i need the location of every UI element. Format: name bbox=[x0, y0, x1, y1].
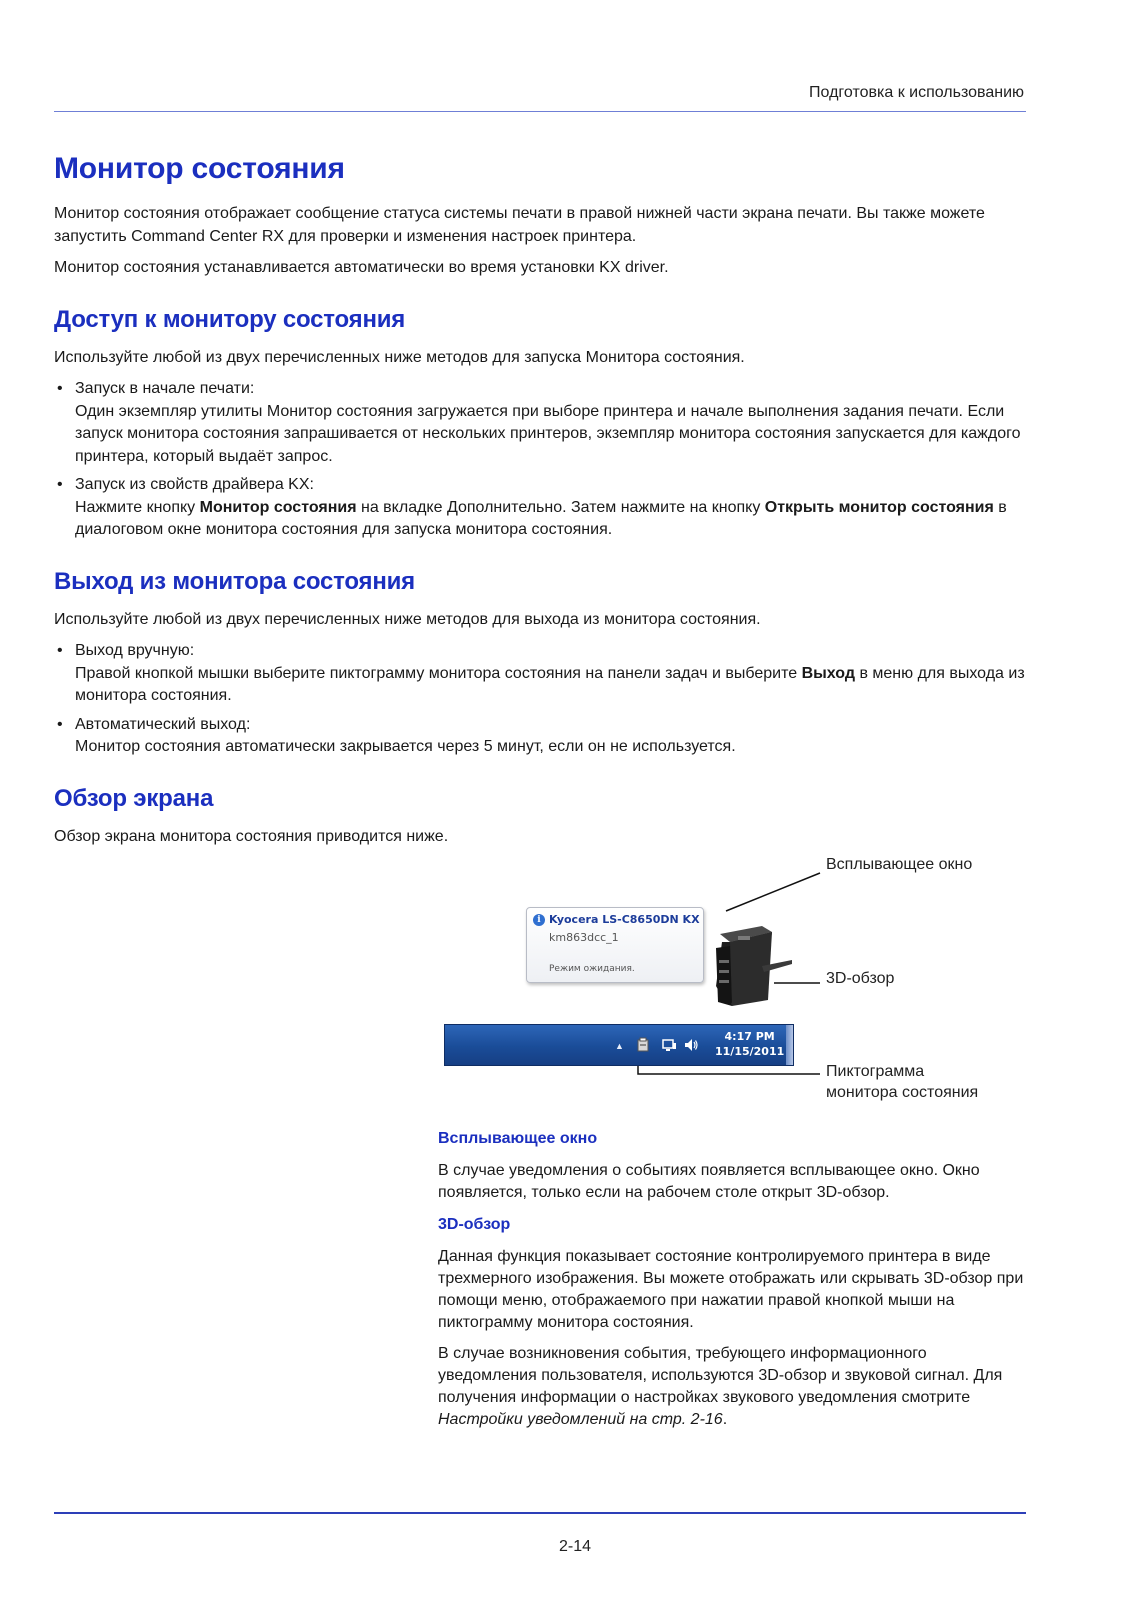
access-item-2 bbox=[54, 474, 1026, 542]
access-section bbox=[54, 306, 1026, 542]
view3d-section-text-2 bbox=[438, 1343, 1028, 1431]
access-item-1-text: Один экземпляр утилиты Монитор состояния загружается при выборе принтера и начале выполнения задания печати. Если запуск монитора состояния запрашивается от нескольких принтеров, экземпляр монитора состояния запускается для каждого принтера, который выдаёт запрос. bbox=[75, 402, 1021, 465]
clock-date: 11/15/2011 bbox=[715, 1045, 785, 1058]
exit-item-2-label: Автоматический выход: bbox=[75, 715, 251, 733]
popup-subtitle: km863dcc_1 bbox=[549, 931, 619, 944]
view3d-text-2a: В случае возникновения события, требующего информационного уведомления пользователя, используются 3D-обзор и звуковой сигнал. Для получения информации о настройках звукового уведомления смотрите bbox=[438, 1345, 1003, 1406]
show-hidden-icons-arrow-icon[interactable]: ▲ bbox=[615, 1041, 624, 1051]
callout-tray-icon-line-1: Пиктограмма bbox=[826, 1063, 925, 1080]
footer-rule bbox=[54, 1512, 1026, 1514]
main-content bbox=[54, 152, 1026, 857]
popup-section-heading: Всплывающее окно bbox=[438, 1130, 598, 1147]
view3d-section-text-1: Данная функция показывает состояние контролируемого принтера в виде трехмерного изображения. Вы можете отображать или скрывать 3D-обзор при помощи меню, отображаемого при нажатии правой кнопкой мыши на пиктограмму монитора состояния. bbox=[438, 1248, 1024, 1331]
callout-3d-view: 3D-обзор bbox=[826, 970, 895, 987]
status-monitor-figure bbox=[430, 856, 1030, 1128]
exit-item-1 bbox=[54, 640, 1026, 708]
exit-item-1-text-a: Правой кнопкой мышки выберите пиктограмму монитора состояния на панели задач и выберите bbox=[75, 664, 802, 682]
status-monitor-button-ref: Монитор состояния bbox=[199, 498, 357, 516]
access-list bbox=[54, 378, 1026, 542]
exit-menu-ref: Выход bbox=[801, 664, 855, 682]
exit-intro: Используйте любой из двух перечисленных ниже методов для выхода из монитора состояния. bbox=[54, 610, 761, 628]
overview-intro: Обзор экрана монитора состояния приводится ниже. bbox=[54, 827, 449, 845]
windows-taskbar bbox=[444, 1024, 794, 1066]
exit-item-2 bbox=[54, 714, 1026, 759]
exit-item-1-text-c: в меню для выхода из монитора состояния. bbox=[75, 664, 1025, 704]
exit-section bbox=[54, 568, 1026, 759]
access-item-2-text-e: в диалоговом окне монитора состояния для запуска монитора состояния. bbox=[75, 498, 1007, 538]
access-item-1 bbox=[54, 378, 1026, 468]
popup-description bbox=[438, 1130, 1028, 1213]
notification-popup[interactable] bbox=[526, 907, 704, 983]
exit-item-1-label: Выход вручную: bbox=[75, 642, 195, 659]
access-item-2-label: Запуск из свойств драйвера KX: bbox=[75, 476, 314, 493]
exit-list bbox=[54, 640, 1026, 759]
notification-settings-link[interactable]: Настройки уведомлений на стр. 2-16 bbox=[438, 1411, 723, 1428]
view3d-description bbox=[438, 1216, 1028, 1440]
popup-section-text: В случае уведомления о событиях появляется всплывающее окно. Окно появляется, только если на рабочем столе открыт 3D-обзор. bbox=[438, 1162, 980, 1201]
taskbar-clock[interactable] bbox=[715, 1029, 784, 1059]
access-item-1-label: Запуск в начале печати: bbox=[75, 380, 255, 397]
intro-paragraph-1: Монитор состояния отображает сообщение статуса системы печати в правой нижней части экрана печати. Вы также можете запустить Command Center RX для проверки и изменения настроек принтера. bbox=[54, 205, 985, 245]
header-rule bbox=[54, 111, 1026, 112]
view3d-text-2-end: . bbox=[722, 1411, 728, 1428]
clock-time: 4:17 PM bbox=[724, 1030, 775, 1043]
callout-tray-icon-line-2: монитора состояния bbox=[826, 1084, 979, 1101]
printer-3d-icon[interactable] bbox=[702, 916, 794, 1008]
view3d-section-heading: 3D-обзор bbox=[438, 1216, 511, 1233]
popup-status: Режим ожидания. bbox=[549, 964, 635, 974]
status-monitor-tray-icon[interactable] bbox=[635, 1037, 651, 1053]
access-item-2-text-a: Нажмите кнопку bbox=[75, 498, 200, 516]
page-number: 2-14 bbox=[558, 1538, 592, 1555]
exit-item-2-text: Монитор состояния автоматически закрывается через 5 минут, если он не используется. bbox=[75, 738, 736, 755]
access-item-2-text-c: на вкладке Дополнительно. Затем нажмите на кнопку bbox=[356, 498, 765, 516]
callout-popup: Всплывающее окно bbox=[826, 856, 973, 873]
open-monitor-button-ref: Открыть монитор состояния bbox=[764, 498, 994, 516]
running-header: Подготовка к использованию bbox=[809, 84, 1024, 101]
intro-paragraph-2: Монитор состояния устанавливается автоматически во время установки KX driver. bbox=[54, 259, 669, 276]
overview-section bbox=[54, 785, 1026, 849]
access-intro: Используйте любой из двух перечисленных ниже методов для запуска Монитора состояния. bbox=[54, 348, 745, 366]
page-title: Монитор состояния bbox=[54, 152, 345, 185]
access-heading: Доступ к монитору состояния bbox=[54, 305, 406, 333]
network-icon[interactable] bbox=[661, 1037, 677, 1053]
info-icon: i bbox=[533, 914, 545, 926]
exit-heading: Выход из монитора состояния bbox=[54, 567, 415, 595]
overview-heading: Обзор экрана bbox=[54, 784, 214, 812]
show-desktop-button[interactable] bbox=[786, 1025, 793, 1065]
volume-icon[interactable] bbox=[683, 1037, 699, 1053]
popup-title: Kyocera LS-C8650DN KX bbox=[549, 913, 700, 926]
callout-tray-icon bbox=[826, 1061, 978, 1103]
